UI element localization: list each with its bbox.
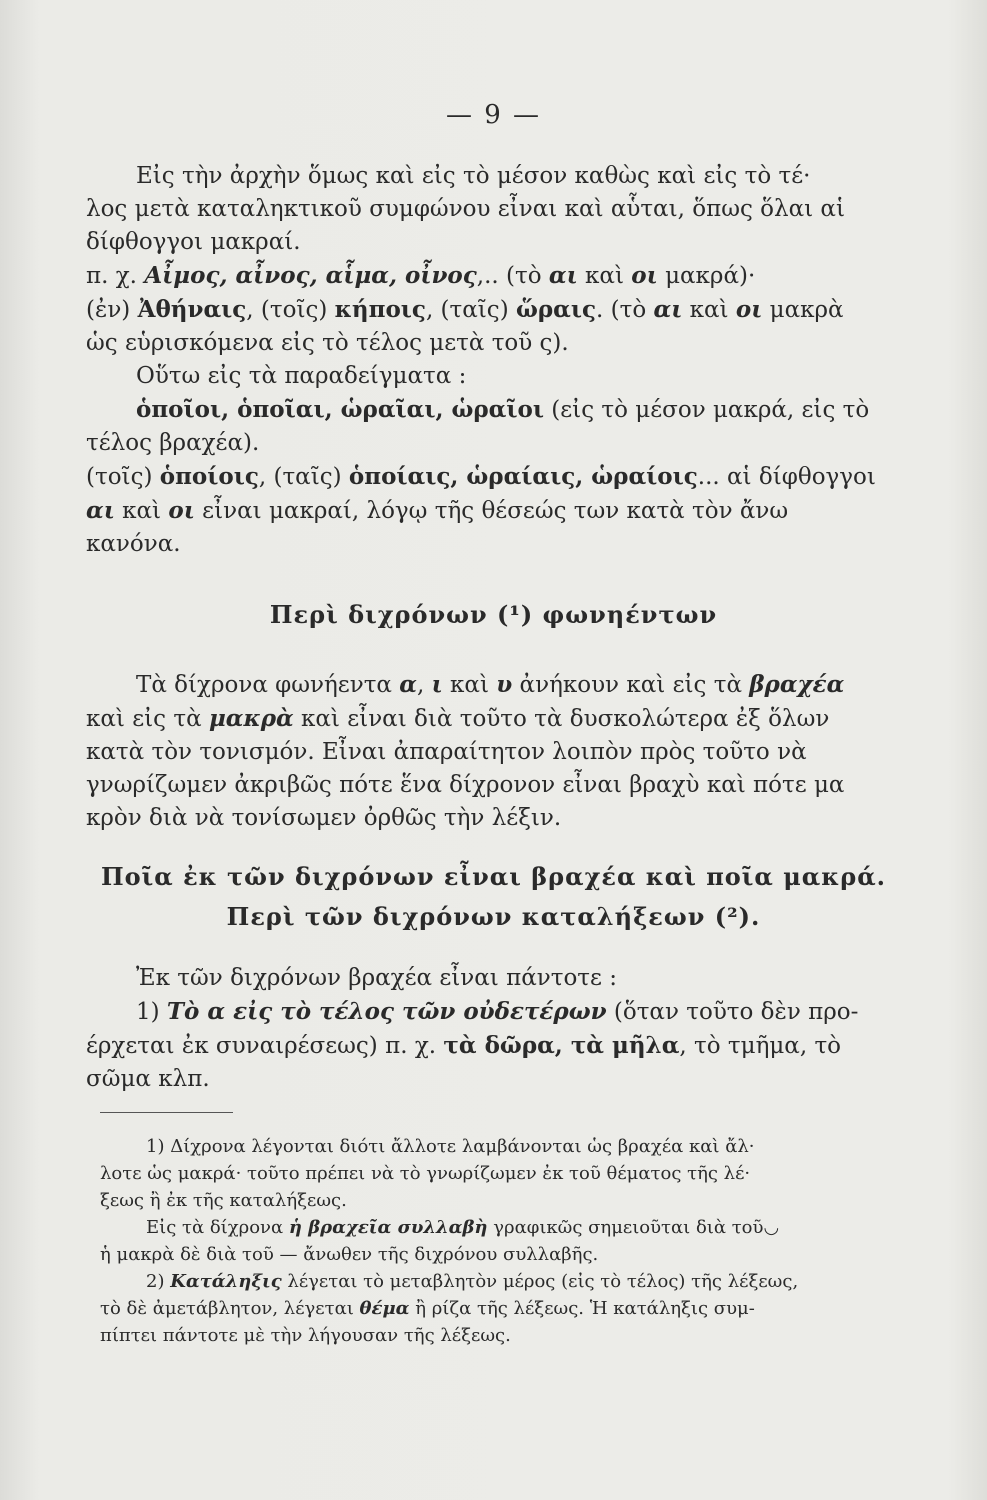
- example-text: (ἐν): [86, 297, 138, 323]
- text-line: λος μετὰ καταληκτικοῦ συμφώνου εἶναι καὶ αὗται, ὅπως ὅλαι αἱ: [86, 196, 845, 222]
- footnote-line: λοτε ὡς μακρά· τοῦτο πρέπει νὰ τὸ γνωρίζωμεν ἐκ τοῦ θέματος τῆς λέ·: [100, 1163, 751, 1184]
- text: καὶ: [442, 672, 497, 698]
- text: έρχεται ἐκ συναιρέσεως) π. χ.: [86, 1033, 444, 1059]
- example-text: ... αἱ δίφθογγοι: [697, 464, 876, 490]
- example-line: [86, 259, 834, 293]
- example-words: Αἶμος, αἶνος, αἷμα, οἶνος: [144, 262, 477, 289]
- text-line: σῶμα κλπ.: [86, 1066, 210, 1092]
- term-short-syllable: ἡ βραχεῖα συλλαβὴ: [288, 1217, 488, 1238]
- paragraph-diphthongs: [86, 160, 876, 561]
- text: ,: [416, 672, 432, 698]
- text-line: κανόνα.: [86, 531, 181, 557]
- example-line: [86, 494, 834, 528]
- footnotes: [100, 1133, 832, 1349]
- text-line: τέλος βραχέα).: [86, 430, 260, 456]
- footnote-line: [100, 1295, 832, 1322]
- text-line: [86, 668, 845, 702]
- rule-number: 1): [136, 999, 167, 1025]
- footnote-line: ἡ μακρὰ δὲ διὰ τοῦ — ἄνωθεν τῆς διχρόνου συλλαβῆς.: [100, 1244, 599, 1265]
- example-text: μακρὰ: [762, 297, 844, 323]
- example-word: κήποις: [334, 296, 426, 323]
- rule-title: Τὸ α εἰς τὸ τέλος τῶν οὐδετέρων: [166, 998, 607, 1025]
- example-line: [86, 393, 870, 427]
- example-words: τὰ δῶρα, τὰ μῆλα: [443, 1032, 680, 1059]
- example-text: μακρά)·: [657, 263, 756, 289]
- example-text: εἶναι μακραί, λόγῳ τῆς θέσεώς των κατὰ τὸν ἄνω: [194, 498, 789, 524]
- text: ἀνήκουν καὶ εἰς τὰ: [512, 672, 750, 698]
- example-line: [86, 460, 876, 494]
- text: Τὰ δίχρονα φωνήεντα: [136, 672, 400, 698]
- diphthong-oi: οι: [168, 497, 195, 524]
- example-words: ὁποῖοι, ὁποῖαι, ὡραῖαι, ὡραῖοι: [136, 396, 544, 423]
- example-text: , (τοῖς): [246, 297, 335, 323]
- example-word: ὁποίοις: [159, 463, 259, 490]
- diphthong-ai: αι: [86, 497, 115, 524]
- term-brachea: βραχέα: [749, 671, 845, 698]
- example-text: καὶ: [114, 498, 169, 524]
- text-line: ὡς εὑρισκόμενα εἰς τὸ τέλος μετὰ τοῦ ς).: [86, 330, 569, 356]
- text-line: κατὰ τὸν τονισμόν. Εἶναι ἀπαραίτητον λοιπὸν πρὸς τοῦτο νὰ: [86, 739, 807, 765]
- text: , τὸ τμῆμα, τὸ: [679, 1033, 842, 1059]
- section-heading-dichrona: Περὶ διχρόνων (¹) φωνηέντων: [269, 600, 718, 629]
- term-katalexis: Κατάληξις: [170, 1271, 282, 1292]
- paragraph-dichrona: [86, 668, 845, 835]
- example-prefix: π. χ.: [86, 263, 145, 289]
- section-heading-which-short-long: Ποῖα ἐκ τῶν διχρόνων εἶναι βραχέα καὶ ποῖα μακρά.: [100, 862, 887, 891]
- footnote-1: 1) Δίχρονα λέγονται διότι ἄλλοτε λαμβάνονται ὡς βραχέα καὶ ἄλ·: [146, 1136, 755, 1157]
- vowel-upsilon: υ: [496, 671, 513, 698]
- example-line: [86, 293, 844, 327]
- term-thema: θέμα: [359, 1298, 410, 1319]
- term-makra: μακρὰ: [208, 705, 294, 732]
- text: καὶ εἰς τὰ: [86, 706, 209, 732]
- diphthong-oi: οι: [631, 262, 658, 289]
- text: καὶ εἶναι διὰ τοῦτο τὰ δυσκολώτερα ἐξ ὅλων: [293, 706, 830, 732]
- text-line: κρὸν διὰ νὰ τονίσωμεν ὀρθῶς τὴν λέξιν.: [86, 805, 562, 831]
- example-text: . (τὸ: [596, 297, 654, 323]
- footnote-2: [100, 1268, 832, 1295]
- rule-line: [86, 995, 859, 1029]
- diphthong-ai: αι: [548, 262, 578, 289]
- example-text: (τοῖς): [86, 464, 160, 490]
- example-word: ὥραις: [515, 296, 597, 323]
- example-text: καὶ: [577, 263, 632, 289]
- text-line: [86, 1029, 842, 1063]
- example-text: (εἰς τὸ μέσον μακρά, εἰς τὸ: [543, 397, 870, 423]
- text: (ὅταν τοῦτο δὲν προ-: [606, 999, 859, 1025]
- text-line: Ἐκ τῶν διχρόνων βραχέα εἶναι πάντοτε :: [136, 965, 618, 991]
- footnote-line: πίπτει πάντοτε μὲ τὴν λήγουσαν τῆς λέξεως.: [100, 1325, 511, 1346]
- text-line: δίφθογγοι μακραί.: [86, 229, 301, 255]
- vowel-alpha: α: [399, 671, 417, 698]
- example-text: ,.. (τὸ: [476, 263, 549, 289]
- breve-symbol: ◡: [763, 1217, 780, 1238]
- footnote-line: ξεως ἢ ἐκ τῆς καταλήξεως.: [100, 1190, 347, 1211]
- page-number: — 9 —: [445, 100, 542, 130]
- text: λέγεται τὸ μεταβλητὸν μέρος (εἰς τὸ τέλος) τῆς λέξεως,: [281, 1271, 799, 1292]
- text: 2): [146, 1271, 171, 1292]
- text-line: Εἰς τὴν ἀρχὴν ὅμως καὶ εἰς τὸ μέσον καθὼς καὶ εἰς τὸ τέ·: [136, 163, 811, 189]
- text: Εἰς τὰ δίχρονα: [146, 1217, 289, 1238]
- example-text: , (ταῖς): [425, 297, 516, 323]
- diphthong-ai: αι: [653, 296, 683, 323]
- example-text: καὶ: [682, 297, 736, 323]
- section-heading-endings: Περὶ τῶν διχρόνων καταλήξεων (²).: [226, 902, 761, 931]
- diphthong-oi: οι: [735, 296, 763, 323]
- footnote-divider: [100, 1112, 233, 1113]
- paragraph-short-dichrona: [86, 962, 859, 1096]
- vowel-iota: ι: [431, 671, 443, 698]
- example-word: Ἀθήναις: [137, 296, 247, 323]
- text: τὸ δὲ ἀμετάβλητον, λέγεται: [100, 1298, 360, 1319]
- example-text: , (ταῖς): [258, 464, 349, 490]
- text-line: γνωρίζωμεν ἀκριβῶς πότε ἕνα δίχρονον εἶναι βραχὺ καὶ πότε μα: [86, 772, 845, 798]
- text-line: [86, 702, 834, 736]
- footnote-line: [100, 1214, 832, 1241]
- example-words: ὁποίαις, ὡραίαις, ὡραίοις: [348, 463, 698, 490]
- text: γραφικῶς σημειοῦται διὰ τοῦ: [487, 1217, 764, 1238]
- text-line: Οὕτω εἰς τὰ παραδείγματα :: [136, 363, 467, 389]
- text: ἢ ρίζα τῆς λέξεως. Ἡ κατάληξις συμ-: [409, 1298, 755, 1319]
